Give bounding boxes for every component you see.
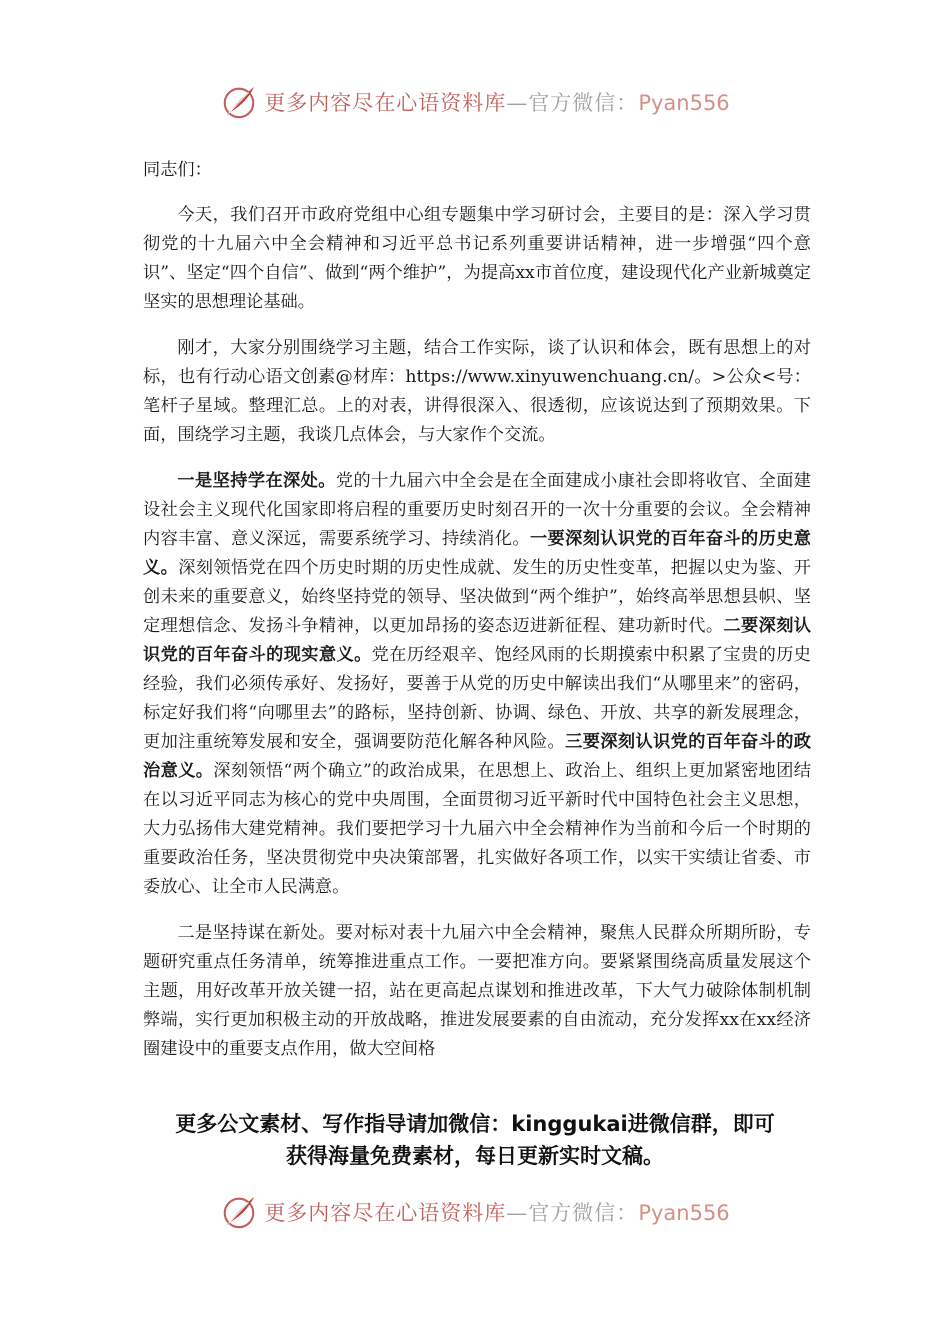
text-4: 深刻领悟“两个确立”的政治成果，在思想上、政治上、组织上更加紧密地团结在以习近平同志为核心的党中央周围，全面贯彻习近平新时代中国特色社会主义思想，大力弘扬伟大建党精神。我们要把学习十九届六中全会精神作为当前和今后一个时期的重要政治任务，坚决贯彻党中央决策部署，扎实做好各项工作，以实干实绩让省委、市委放心、让全市人民满意。 [143,761,811,897]
document-body [143,156,811,1081]
quill-logo-icon [220,1193,258,1231]
paragraph-4: 二是坚持谋在新处。要对标对表十九届六中全会精神，聚焦人民群众所期所盼，专题研究重点任务清单，统筹推进重点工作。一要把准方向。要紧紧围绕高质量发展这个主题，用好改革开放关键一招，站在更高起点谋划和推进改革，下大气力破除体制机制弊端，实行更加积极主动的开放战略，推进发展要素的自由流动，充分发挥xx在xx经济圈建设中的重要支点作用，做大空间格 [143,923,811,1059]
paragraph-1: 今天，我们召开市政府党组中心组专题集中学习研讨会，主要目的是：深入学习贯彻党的十九届六中全会精神和习近平总书记系列重要讲话精神，进一步增强“四个意识”、坚定“四个自信”、做到“两个维护”，为提高xx市首位度，建设现代化产业新城奠定坚实的思想理论基础。 [143,205,811,312]
text-3: 党在历经艰辛、饱经风雨的长期摸索中积累了宝贵的历史经验，我们必须传承好、发扬好，要善于从党的历史中解读出我们“从哪里来”的密码，标定好我们将“向哪里去”的路标，坚持创新、协调、绿色、开放、共享的新发展理念，更加注重统筹发展和安全，强调要防范化解各种风险。 [143,645,811,752]
watermark-banner-bottom [0,1188,950,1236]
heading-4: 三要深刻认识党的百年奋斗的政治意义。 [143,732,811,781]
greeting: 同志们： [143,160,212,180]
text-2: 深刻领悟党在四个历史时期的历史性成就、发生的历史性变革，把握以史为鉴、开创未来的重要意义，始终坚持党的领导、坚决做到“两个维护”，始终高举思想县帜、坚定理想信念、发扬斗争精神，以更加昂扬的姿态迈进新征程、建功新时代。 [143,558,811,636]
heading-2: 一要深刻认识党的百年奋斗的历史意义。 [143,529,811,578]
text-1: 党的十九届六中全会是在全面建成小康社会即将收官、全面建设社会主义现代化国家即将启程的重要历史时刻召开的一次十分重要的会议。全会精神内容丰富、意义深远，需要系统学习、持续消化。 [143,471,811,549]
quill-logo-icon [220,83,258,121]
paragraph-2: 刚才，大家分别围绕学习主题，结合工作实际，谈了认识和体会，既有思想上的对标，也有行动心语文创素@材库：https://www.xinyuwenchuang.cn/。>公众<号：笔杆子星域。整理汇总。上的对表，讲得很深入、很透彻，应该说达到了预期效果。下面，围绕学习主题，我谈几点体会，与大家作个交流。 [143,338,811,445]
paragraph-3 [143,467,811,902]
heading-3: 二要深刻认识党的百年奋斗的现实意义。 [143,616,811,665]
promo-line-2: 获得海量免费素材，每日更新实时文稿。 [286,1144,664,1168]
watermark-text: 更多内容尽在心语资料库—官方微信：Pyan556 [264,1201,730,1225]
watermark-banner-top [0,78,950,126]
promo-line-1: 更多公文素材、写作指导请加微信：kinggukai进微信群，即可 [175,1112,775,1136]
promo-notice [0,1108,950,1172]
watermark-text: 更多内容尽在心语资料库—官方微信：Pyan556 [264,91,730,115]
heading-1: 一是坚持学在深处。 [177,471,336,491]
